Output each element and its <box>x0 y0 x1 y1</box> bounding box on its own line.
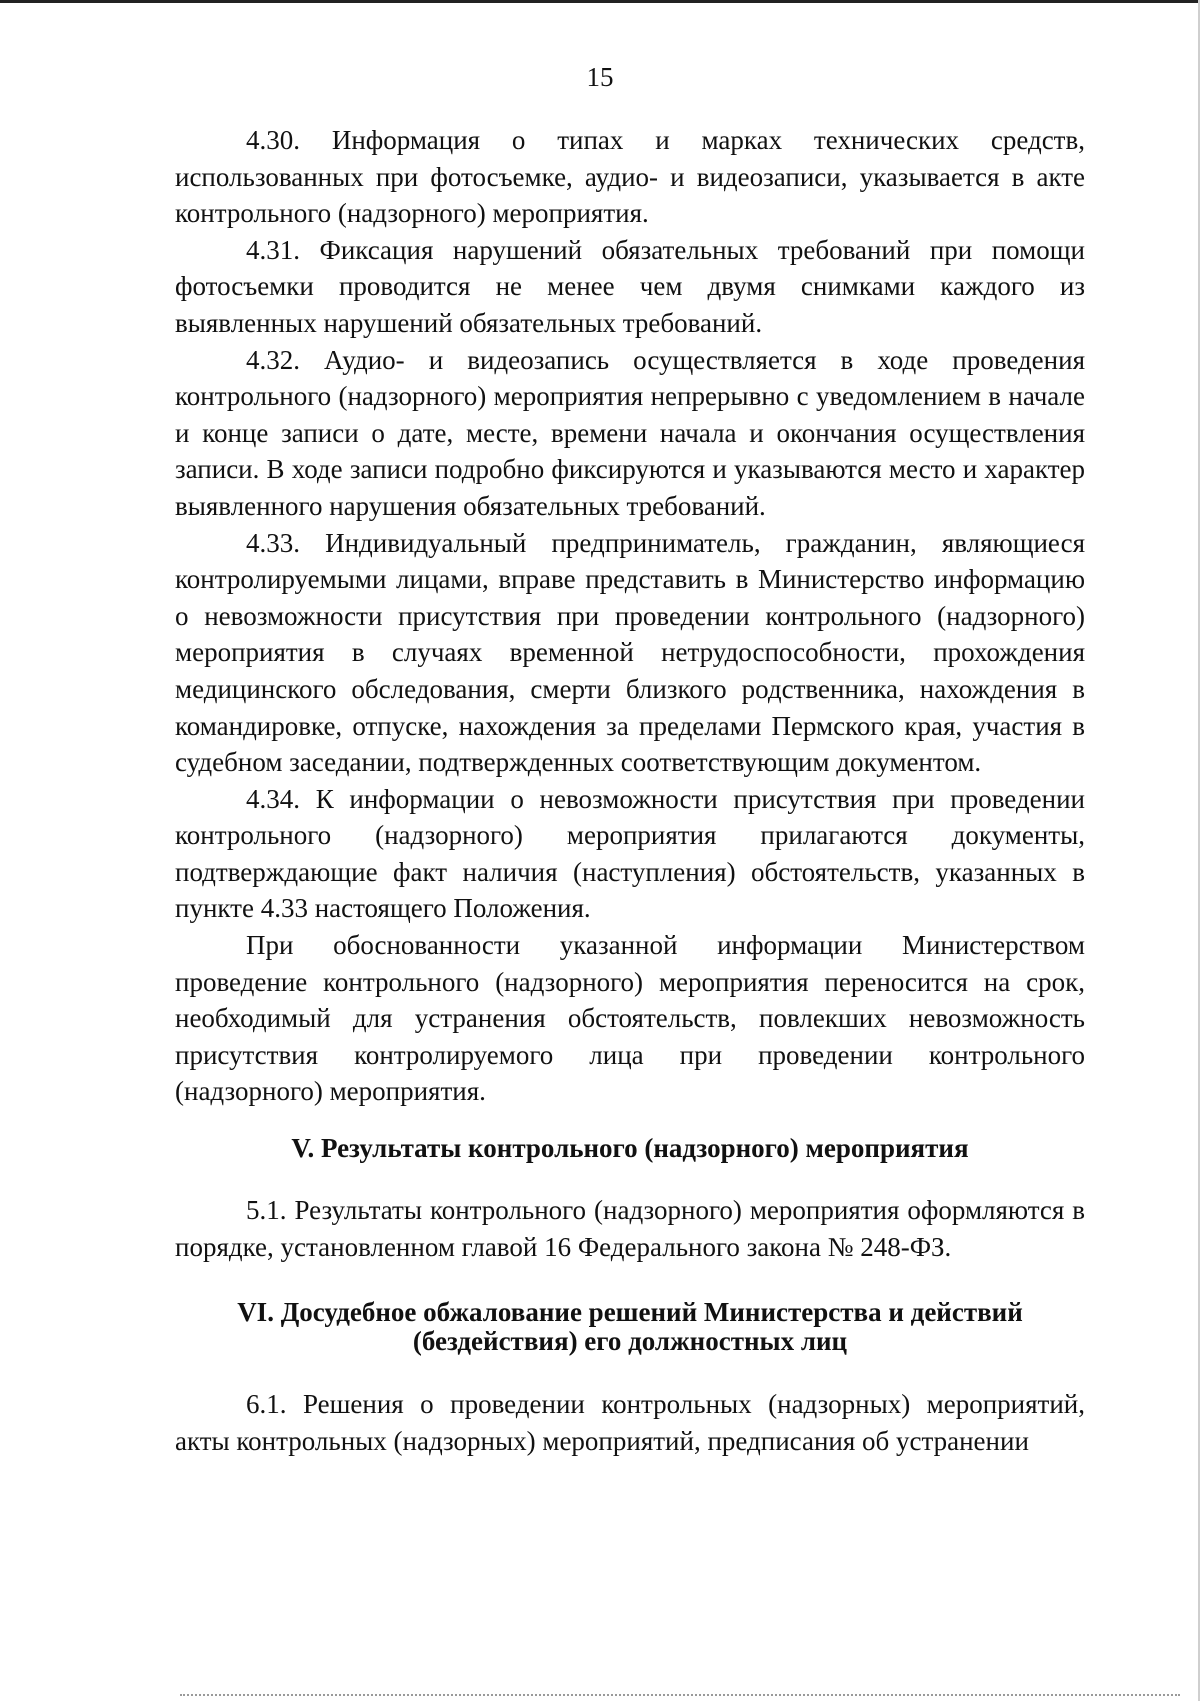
section-6-title-line-1: VI. Досудебное обжалование решений Министерства и действий <box>237 1297 1023 1328</box>
paragraph-5-1: 5.1. Результаты контрольного (надзорного) мероприятия оформляются в порядке, установленном главой 16 Федерального закона № 248-ФЗ. <box>175 1195 1085 1262</box>
paragraph-4-34: 4.34. К информации о невозможности присутствия при проведении контрольного (надзорного) мероприятия прилагаются документы, подтверждающие факт наличия (наступления) обстоятельств, указанных в пункте 4.33 настоящего Положения. <box>175 783 1085 924</box>
paragraph-4-34-continuation: При обоснованности указанной информации Министерством проведение контрольного (надзорного) мероприятия переносится на срок, необходимый для устранения обстоятельств, повлекших невозможность присутствия контролируемого лица при проведении контрольного (надзорного) мероприятия. <box>175 930 1085 1107</box>
scan-top-border <box>0 0 1200 3</box>
section-6-title-line-2: (бездействия) его должностных лиц <box>412 1326 848 1357</box>
document-body <box>175 122 1085 1459</box>
paragraph-4-33: 4.33. Индивидуальный предприниматель, гражданин, являющиеся контролируемыми лицами, вправе представить в Министерство информацию о невозможности присутствия при проведении контрольного (надзорного) мероприятия в случаях временной нетрудоспособности, прохождения медицинского обследования, смерти близкого родственника, нахождения в командировке, отпуске, нахождения за пределами Пермского края, участия в судебном заседании, подтвержденных соответствующим документом. <box>175 527 1085 778</box>
paragraph-4-32: 4.32. Аудио- и видеозапись осуществляется в ходе проведения контрольного (надзорного) мероприятия непрерывно с уведомлением в начале и конце записи о дате, месте, времени начала и окончания осуществления записи. В ходе записи подробно фиксируются и указываются место и характер выявленного нарушения обязательных требований. <box>175 344 1085 521</box>
section-6-heading <box>175 1298 1085 1356</box>
paragraph-4-31: 4.31. Фиксация нарушений обязательных требований при помощи фотосъемки проводится не менее чем двумя снимками каждого из выявленных нарушений обязательных требований. <box>175 234 1085 338</box>
section-5-title: V. Результаты контрольного (надзорного) мероприятия <box>291 1133 969 1164</box>
scan-bottom-artifact <box>180 1694 1180 1696</box>
section-5-heading <box>175 1134 1085 1163</box>
paragraph-6-1: 6.1. Решения о проведении контрольных (надзорных) мероприятий, акты контрольных (надзорных) мероприятий, предписания об устранении <box>175 1389 1085 1456</box>
paragraph-4-30: 4.30. Информация о типах и марках технических средств, использованных при фотосъемке, аудио- и видеозаписи, указывается в акте контрольного (надзорного) мероприятия. <box>175 125 1085 229</box>
page-number: 15 <box>586 62 614 92</box>
